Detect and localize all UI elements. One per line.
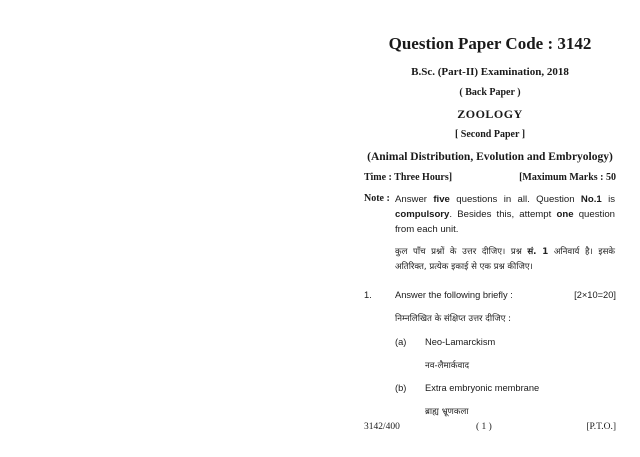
- question-text: Answer the following briefly :: [395, 290, 513, 300]
- note-hindi-bold: सं. 1: [527, 247, 549, 257]
- note-instructions-hindi: [395, 245, 615, 275]
- time-allowed: Time : Three Hours]: [364, 172, 453, 183]
- note-hindi-part: अनिवार्य है। इसके अतिरिक्त, प्रत्येक इकाई से एक प्रश्न कीजिए।: [395, 247, 616, 272]
- subject-title: ZOOLOGY: [457, 107, 523, 121]
- note-bold-five: five: [433, 194, 450, 205]
- note-text-part: questions in all. Question: [449, 194, 581, 205]
- question-paper-code: Question Paper Code : 3142: [388, 34, 592, 53]
- item-label: (a): [395, 337, 407, 347]
- question-marks: [2×10=20]: [574, 290, 616, 300]
- note-label: Note :: [364, 193, 390, 204]
- paper-number-label: [ Second Paper ]: [454, 129, 526, 140]
- footer-paper-code: 3142/400: [364, 422, 400, 432]
- note-text-part: Answer: [395, 194, 434, 205]
- course-title: (Animal Distribution, Evolution and Embryology): [367, 151, 613, 163]
- question-paper-page: [364, 0, 616, 457]
- item-label: (b): [395, 383, 407, 393]
- question-number: 1.: [364, 290, 372, 300]
- note-bold-one: one: [556, 209, 574, 220]
- footer-page-number: ( 1 ): [476, 422, 492, 432]
- back-paper-label: ( Back Paper ): [459, 87, 521, 98]
- note-bold-no1: No.1: [580, 194, 602, 205]
- note-text-part: . Besides this, attempt: [449, 209, 557, 220]
- maximum-marks: [Maximum Marks : 50: [519, 172, 616, 183]
- note-hindi-part: कुल पाँच प्रश्नों के उत्तर दीजिए। प्रश्न: [395, 247, 528, 257]
- examination-title: B.Sc. (Part-II) Examination, 2018: [411, 66, 569, 78]
- item-text-hindi: नव-लैमार्कवाद: [425, 361, 470, 371]
- question-text-hindi: निम्नलिखित के संक्षिप्त उत्तर दीजिए :: [395, 314, 512, 324]
- note-text-part: is: [601, 194, 616, 205]
- footer-pto: [P.T.O.]: [586, 422, 616, 432]
- item-text: Neo-Lamarckism: [425, 337, 496, 347]
- item-text: Extra embryonic membrane: [425, 383, 540, 393]
- note-instructions: [395, 192, 615, 237]
- note-text-part: question from each unit.: [395, 209, 615, 235]
- item-text-hindi: ब्राह्य भ्रूणकला: [425, 407, 469, 417]
- note-bold-compulsory: compulsory: [395, 209, 450, 220]
